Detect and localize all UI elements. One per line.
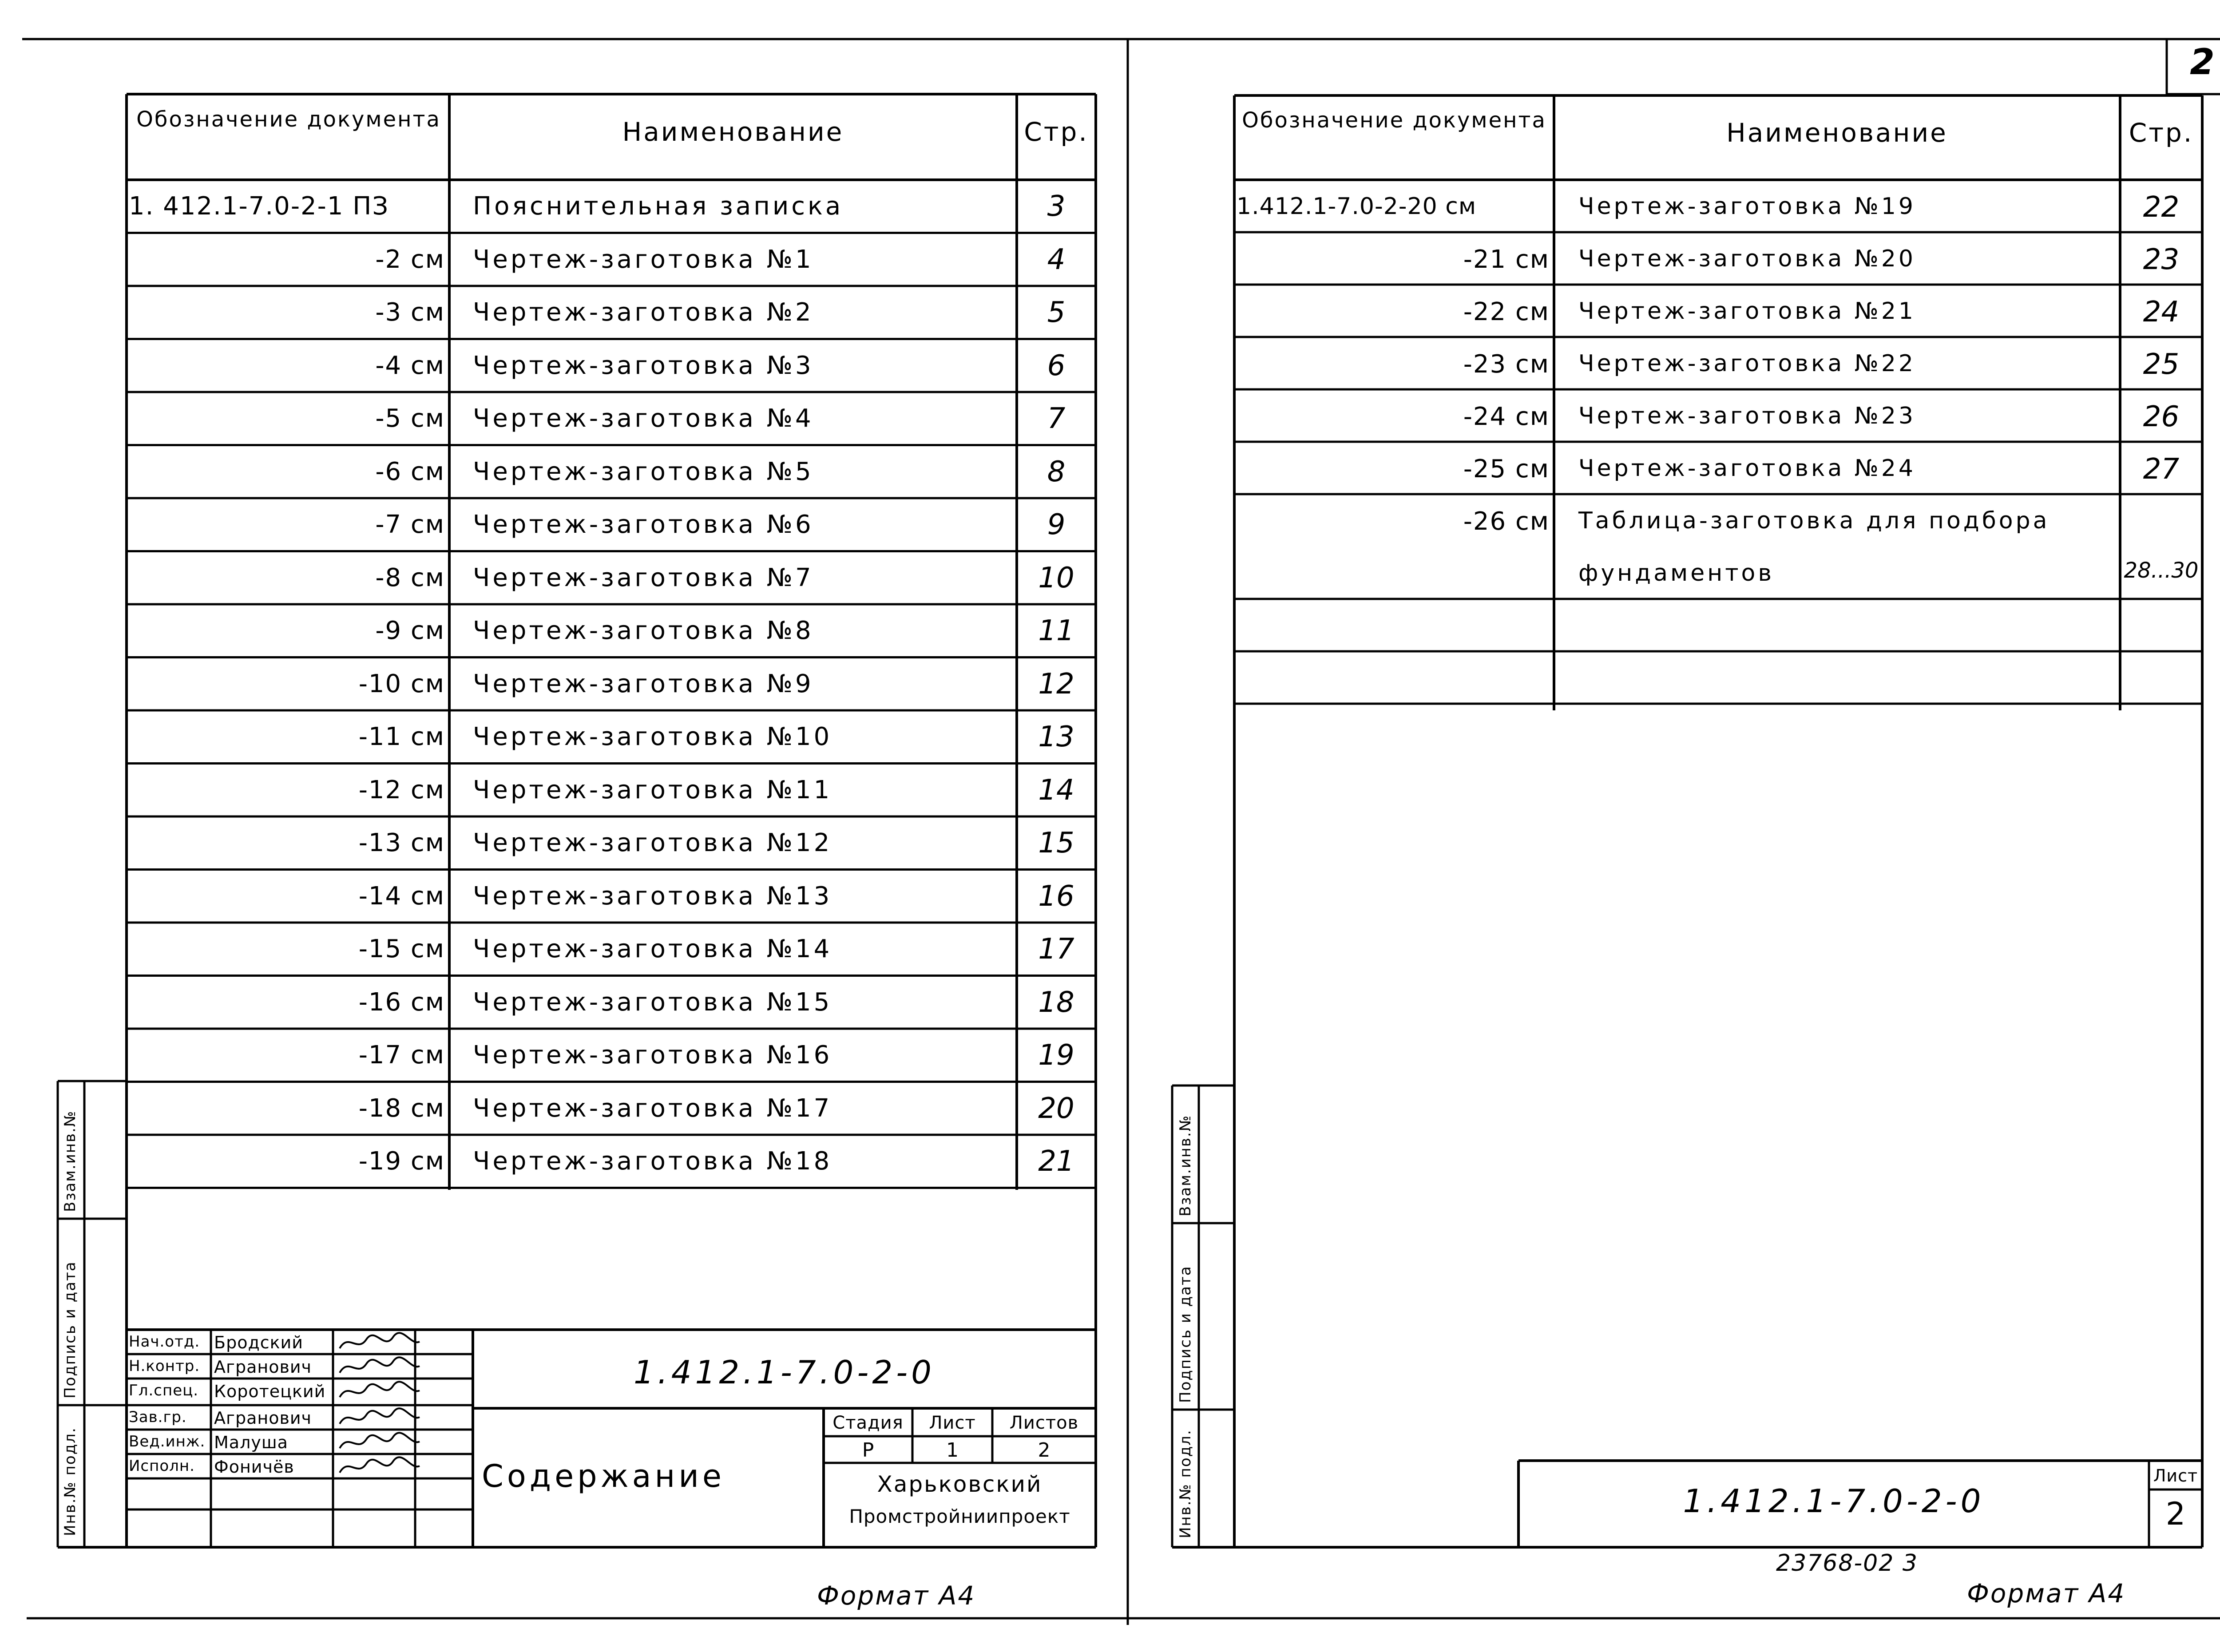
right-doc-code: 1.412.1-7.0-2-0 [1683,1482,1985,1520]
left-row-page: 12 [1038,667,1074,701]
sheets-label: Листов [1009,1413,1079,1433]
left-row-page: 6 [1047,349,1066,382]
stage-label: Стадия [832,1413,904,1433]
left-row-code: -17 см [358,1041,445,1070]
right-row-name: Чертеж-заготовка №23 [1578,403,1916,429]
left-row-page: 19 [1038,1039,1074,1072]
left-format: Формат А4 [817,1581,976,1611]
left-row-name: Чертеж-заготовка №9 [473,669,814,698]
right-row-code: -24 см [1463,402,1550,431]
left-row-code: -4 см [375,351,445,380]
sheet-corner-number: 2 [2190,41,2215,83]
left-side-label-repl: Взам.инв.№ [61,1110,79,1212]
right-row-page: 24 [2143,296,2180,329]
left-row-code: -8 см [375,563,445,592]
right-row-code: -25 см [1463,455,1550,483]
left-row-name: Чертеж-заготовка №10 [473,722,832,751]
sheet-label: Лист [929,1413,976,1433]
signature-mark [335,1379,424,1404]
left-header-page: Стр. [1024,117,1089,147]
left-row-code: -3 см [375,298,445,327]
doc-title: Содержание [482,1458,725,1494]
left-row-page: 15 [1038,827,1074,860]
left-row-page: 21 [1038,1145,1074,1178]
left-row-name: Чертеж-заготовка №3 [473,351,814,380]
left-row-page: 9 [1047,508,1066,541]
right-header-designation: Обозначение документа [1242,108,1546,133]
approval-name: Коротецкий [214,1382,326,1401]
right-row-code: -21 см [1463,245,1550,274]
right-row-name: Чертеж-заготовка №24 [1578,455,1916,482]
right-row-page: 22 [2143,191,2180,224]
left-row-code: -10 см [358,669,445,698]
left-row-code: -9 см [375,616,445,645]
left-row-code: -6 см [375,457,445,486]
left-row-name: Чертеж-заготовка №17 [473,1093,832,1123]
left-row-page: 4 [1047,243,1066,276]
left-row-page: 18 [1038,986,1074,1019]
archive-number: 23768-02 3 [1776,1550,1918,1577]
left-row-name: Чертеж-заготовка №5 [473,457,814,486]
right-row-page: 26 [2143,400,2180,433]
left-row-name: Чертеж-заготовка №6 [473,510,814,539]
left-row-code: -12 см [358,775,445,804]
sheet-value: 1 [946,1439,959,1462]
left-row-name: Чертеж-заготовка №16 [473,1041,832,1070]
left-side-label-sign: Подпись и дата [61,1261,79,1398]
left-row-page: 11 [1038,614,1074,647]
left-row-code: -11 см [358,722,445,751]
approval-name: Агранович [214,1408,312,1428]
right-row-code: -23 см [1463,350,1550,379]
approval-role: Зав.гр. [129,1408,187,1426]
right-row-code: -26 см [1463,507,1550,536]
left-row-name: Чертеж-заготовка №2 [473,298,814,327]
right-row-page: 23 [2143,243,2180,276]
right-row-name: Таблица-заготовка для подбора [1578,507,2050,534]
right-header-page: Стр. [2129,118,2194,148]
right-side-label-sign: Подпись и дата [1177,1265,1194,1403]
approval-role: Гл.спец. [129,1382,199,1399]
right-header-name: Наименование [1726,118,1948,148]
right-row-name: Чертеж-заготовка №20 [1578,246,1916,272]
left-row-code: -19 см [358,1147,445,1176]
left-side-label-inv: Инв.№ подл. [61,1427,79,1536]
left-row-code: -16 см [358,987,445,1017]
signature-mark [335,1455,424,1479]
signature-mark [335,1430,424,1455]
left-row-page: 17 [1038,933,1074,966]
right-sheet-value: 2 [2165,1496,2186,1532]
approval-role: Исполн. [129,1457,195,1475]
approval-name: Бродский [214,1333,303,1352]
stage-value: Р [862,1439,874,1462]
left-row-name: Чертеж-заготовка №8 [473,616,814,645]
org-line2: Промстройниипроект [849,1505,1070,1527]
approval-role: Н.контр. [129,1357,200,1375]
right-row-page: 28...30 [2124,558,2199,583]
left-row-name: Пояснительная записка [473,192,844,221]
left-row-page: 13 [1038,721,1074,753]
right-row-name: фундаментов [1578,560,1775,586]
left-row-code: 1. 412.1-7.0-2-1 ПЗ [129,192,389,221]
left-row-code: -7 см [375,510,445,539]
left-row-code: -15 см [358,935,445,963]
left-row-code: -18 см [358,1093,445,1123]
left-row-code: -5 см [375,404,445,433]
approval-name: Малуша [214,1433,288,1452]
left-doc-code: 1.412.1-7.0-2-0 [634,1354,935,1391]
left-row-page: 16 [1038,879,1074,913]
right-row-page: 25 [2143,348,2180,381]
left-row-page: 20 [1038,1092,1074,1125]
approval-name: Агранович [214,1357,312,1377]
left-row-name: Чертеж-заготовка №14 [473,935,832,963]
left-row-page: 10 [1038,561,1074,594]
approval-name: Фоничёв [214,1457,294,1477]
signature-mark [335,1355,424,1379]
left-row-name: Чертеж-заготовка №18 [473,1147,832,1176]
sheets-value: 2 [1038,1439,1051,1462]
left-row-page: 5 [1047,296,1066,329]
left-header-name: Наименование [622,117,844,147]
left-row-name: Чертеж-заготовка №15 [473,987,832,1017]
left-row-name: Чертеж-заготовка №12 [473,828,832,857]
left-row-page: 3 [1047,190,1066,223]
left-row-code: -2 см [375,245,445,274]
right-row-name: Чертеж-заготовка №19 [1578,193,1916,220]
approval-role: Вед.инж. [129,1433,206,1450]
approval-role: Нач.отд. [129,1333,200,1351]
left-row-name: Чертеж-заготовка №7 [473,563,814,592]
left-row-page: 8 [1047,455,1066,488]
org-line1: Харьковский [877,1471,1043,1497]
right-side-label-repl: Взам.инв.№ [1177,1114,1194,1216]
right-row-code: 1.412.1-7.0-2-20 см [1237,193,1477,220]
right-format: Формат А4 [1967,1578,2126,1608]
left-row-page: 14 [1038,773,1074,807]
signature-mark [335,1331,424,1355]
signature-mark [335,1406,424,1430]
left-row-name: Чертеж-заготовка №1 [473,245,814,274]
left-row-name: Чертеж-заготовка №11 [473,775,832,804]
right-row-code: -22 см [1463,297,1550,326]
right-sheet-label: Лист [2153,1466,2198,1486]
right-row-name: Чертеж-заготовка №21 [1578,298,1916,325]
right-row-page: 27 [2143,453,2180,486]
left-row-page: 7 [1047,402,1066,435]
left-header-designation: Обозначение документа [136,107,441,132]
right-row-name: Чертеж-заготовка №22 [1578,350,1916,377]
left-row-name: Чертеж-заготовка №13 [473,881,832,911]
right-side-label-inv: Инв.№ подл. [1177,1429,1194,1538]
left-row-code: -13 см [358,828,445,857]
left-row-name: Чертеж-заготовка №4 [473,404,814,433]
left-row-code: -14 см [358,881,445,911]
